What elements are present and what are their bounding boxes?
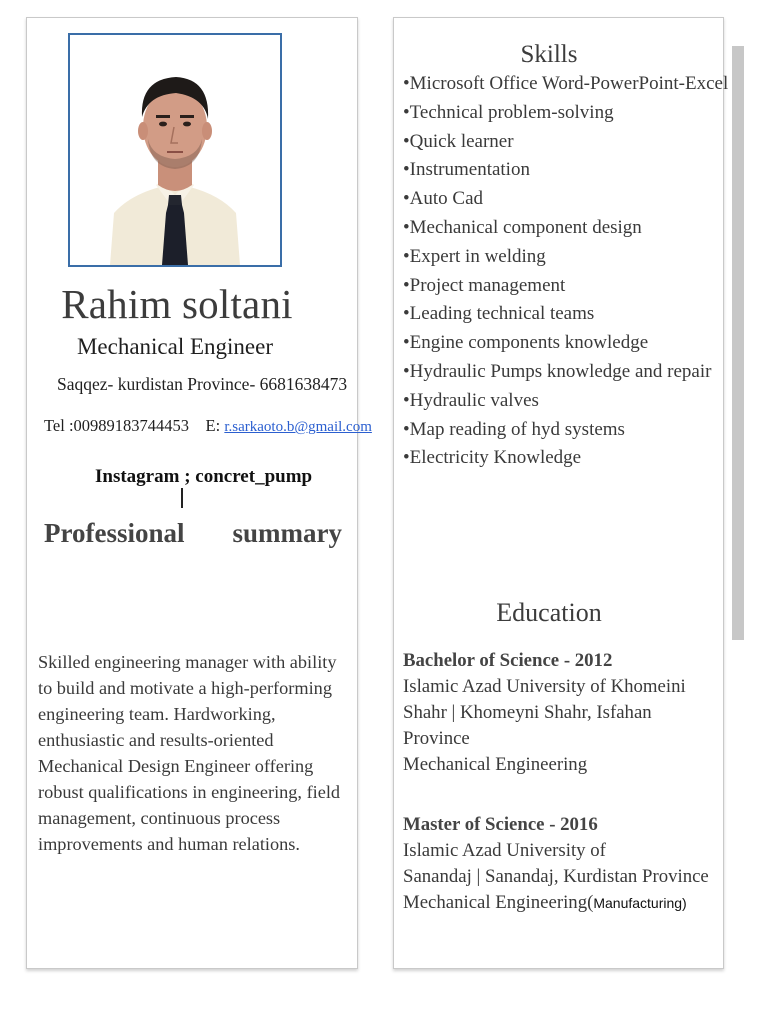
tel-number: 00989183744453 [73,416,190,435]
instagram-label: Instagram [95,466,180,487]
degree-location: Shahr | Khomeyni Shahr, Isfahan Province [403,702,652,749]
vertical-scrollbar[interactable] [732,46,744,640]
heading-word-summary: summary [232,518,342,548]
left-panel [26,17,372,969]
degree-university: Islamic Azad University of [403,840,606,861]
degree-field-main: Mechanical Engineering( [403,892,594,913]
skills-heading: Skills [520,41,578,68]
professional-summary-heading [44,518,342,549]
tel-label: Tel : [44,416,74,435]
skill-item: •Auto Cad [403,188,484,210]
text-cursor [181,488,183,508]
skill-item: •Map reading of hyd systems [403,418,625,440]
skill-item: •Leading technical teams [403,303,595,325]
skill-item: •Technical problem-solving [403,101,614,123]
skill-item: •Engine components knowledge [403,332,649,354]
degree-field [403,890,723,916]
job-title: Mechanical Engineer [76,334,274,359]
right-panel [393,17,729,969]
education-entry-master [403,812,723,916]
profile-photo [68,33,282,267]
skill-item: •Project management [403,274,566,296]
skill-item: •Quick learner [403,130,514,152]
degree-field-suffix: Manufacturing) [593,895,687,911]
instagram-handle: concret_pump [195,466,313,487]
education-heading: Education [496,598,602,627]
skill-item: •Expert in welding [403,245,546,267]
person-name: Rahim soltani [61,281,293,327]
email-link[interactable]: r.sarkaoto.b@gmail.com [224,419,372,435]
degree-title: Bachelor of Science - 2012 [403,650,613,671]
contact-line [44,416,372,436]
professional-summary-text: Skilled engineering manager with ability to build and motivate a high-performing engineering team. Hardworking, enthusiastic and results-oriented Mechanical Design Engineer offering robust qualifications in engineering, field management, continuous process improvements and human relations. [38,652,341,854]
email-label: E: [205,416,221,435]
degree-title: Master of Science - 2016 [403,814,598,835]
degree-university: Islamic Azad University of Khomeini [403,676,686,697]
person-portrait-icon [70,35,280,265]
skill-item: •Hydraulic valves [403,389,539,411]
degree-location: Sanandaj | Sanandaj, Kurdistan Province [403,866,709,887]
skill-item: •Microsoft Office Word-PowerPoint-Excel [403,73,729,94]
skill-item: •Hydraulic Pumps knowledge and repair [403,360,712,382]
degree-field [403,752,723,778]
instagram-separator: ; [184,466,191,487]
skill-item: •Instrumentation [403,159,530,181]
instagram-line [95,466,312,488]
heading-word-professional: Professional [44,518,185,548]
address: Saqqez- kurdistan Province- 6681638473 [57,374,348,394]
skill-item: •Electricity Knowledge [403,447,582,469]
skill-item: •Mechanical component design [403,216,642,238]
skills-list [403,70,728,473]
education-entry-bachelor [403,648,723,778]
degree-field-main: Mechanical Engineering [403,754,588,775]
